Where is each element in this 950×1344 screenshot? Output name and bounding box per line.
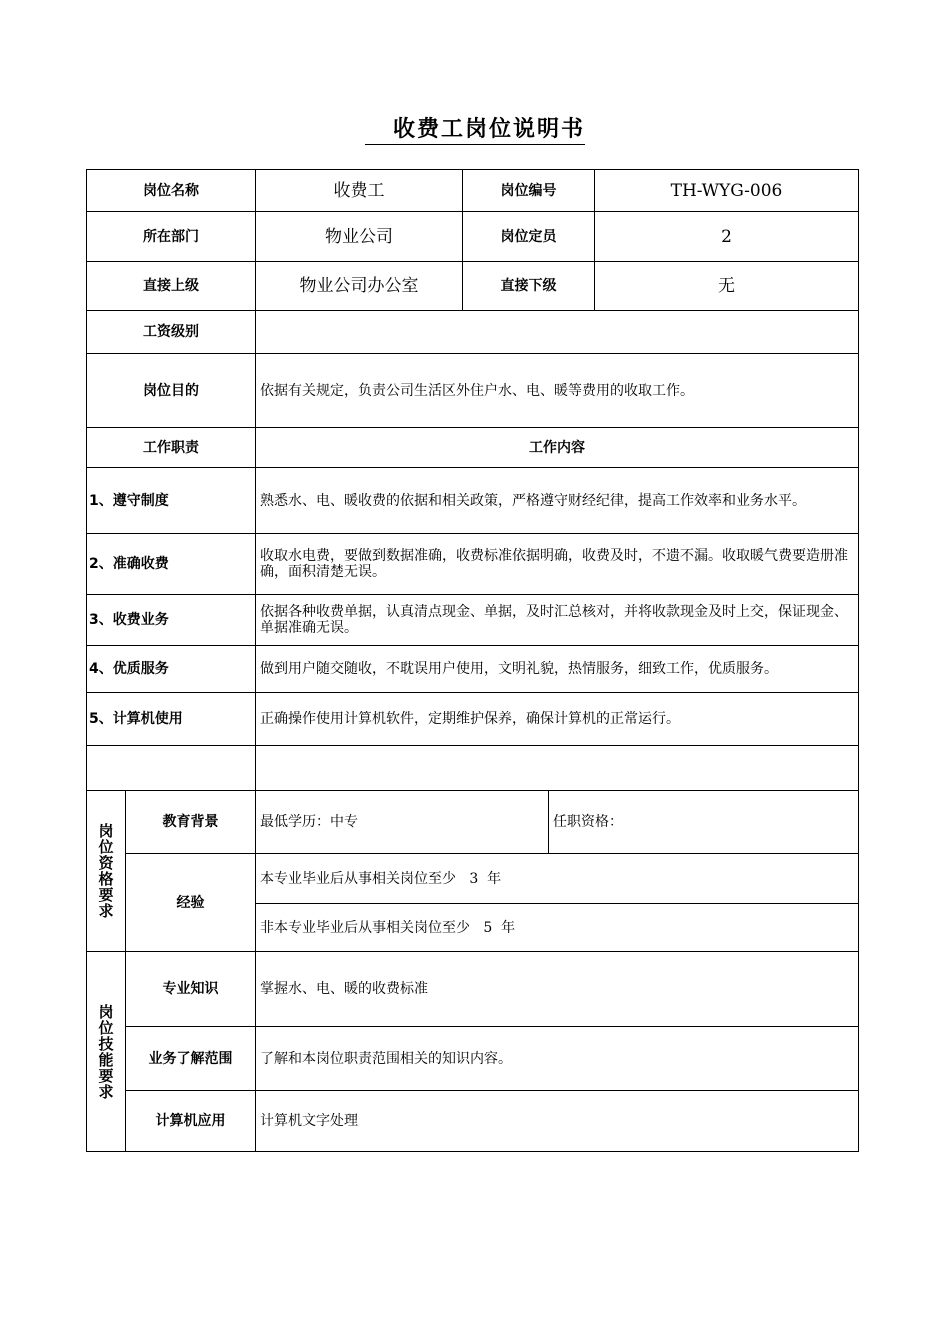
- duty-title: 4、优质服务: [87, 646, 256, 693]
- duty-content: 熟悉水、电、暖收费的依据和相关政策，严格遵守财经纪律，提高工作效率和业务水平。: [256, 468, 859, 534]
- department-value: 物业公司: [256, 212, 463, 262]
- business-label: 业务了解范围: [126, 1027, 256, 1091]
- duty-title: 5、计算机使用: [87, 693, 256, 746]
- position-name-value: 收费工: [256, 170, 463, 212]
- row-business: [87, 1027, 859, 1091]
- duty-title: 1、遵守制度: [87, 468, 256, 534]
- duty-content: 收取水电费，要做到数据准确，收费标准依据明确，收费及时，不遗不漏。收取暖气费要造册准确，面积清楚无误。: [256, 534, 859, 595]
- education-label: 教育背景: [126, 791, 256, 854]
- position-code-label: 岗位编号: [463, 170, 595, 212]
- position-name-label: 岗位名称: [87, 170, 256, 212]
- superior-value: 物业公司办公室: [256, 262, 463, 311]
- headcount-value: 2: [595, 212, 859, 262]
- experience-label: 经验: [126, 854, 256, 952]
- certification-value: 任职资格：: [549, 791, 859, 854]
- computer-label: 计算机应用: [126, 1091, 256, 1152]
- row-superior: [87, 262, 859, 311]
- duty-row: [87, 646, 859, 693]
- row-position-name: [87, 170, 859, 212]
- row-experience-same: [87, 854, 859, 904]
- duty-title: 2、准确收费: [87, 534, 256, 595]
- duty-content: 做到用户随交随收，不耽误用户使用，文明礼貌，热情服务，细致工作，优质服务。: [256, 646, 859, 693]
- experience-same-major: 本专业毕业后从事相关岗位至少 3 年: [256, 854, 859, 904]
- duty-row: [87, 595, 859, 646]
- page-title: 收费工岗位说明书: [0, 112, 950, 143]
- salary-grade-label: 工资级别: [87, 311, 256, 354]
- purpose-value: 依据有关规定，负责公司生活区外住户水、电、暖等费用的收取工作。: [256, 354, 859, 428]
- subordinate-label: 直接下级: [463, 262, 595, 311]
- row-purpose: [87, 354, 859, 428]
- business-value: 了解和本岗位职责范围相关的知识内容。: [256, 1027, 859, 1091]
- duty-row: [87, 534, 859, 595]
- row-knowledge: [87, 952, 859, 1027]
- job-description-table: [86, 169, 859, 1152]
- duty-content: 依据各种收费单据，认真清点现金、单据，及时汇总核对，并将收款现金及时上交，保证现金、单据准确无误。: [256, 595, 859, 646]
- duty-title: 3、收费业务: [87, 595, 256, 646]
- knowledge-value: 掌握水、电、暖的收费标准: [256, 952, 859, 1027]
- salary-grade-value: [256, 311, 859, 354]
- row-department: [87, 212, 859, 262]
- qualification-group-label: 岗位资格要求: [87, 791, 126, 952]
- empty-row: [87, 746, 859, 791]
- purpose-label: 岗位目的: [87, 354, 256, 428]
- duty-row: [87, 693, 859, 746]
- education-value: 最低学历：中专: [256, 791, 549, 854]
- subordinate-value: 无: [595, 262, 859, 311]
- duties-header-right: 工作内容: [256, 428, 859, 468]
- row-salary-grade: [87, 311, 859, 354]
- duties-header-left: 工作职责: [87, 428, 256, 468]
- skills-group-label: 岗位技能要求: [87, 952, 126, 1152]
- duty-content: 正确操作使用计算机软件，定期维护保养，确保计算机的正常运行。: [256, 693, 859, 746]
- superior-label: 直接上级: [87, 262, 256, 311]
- duty-row: [87, 468, 859, 534]
- position-code-value: TH-WYG-006: [595, 170, 859, 212]
- headcount-label: 岗位定员: [463, 212, 595, 262]
- department-label: 所在部门: [87, 212, 256, 262]
- row-computer: [87, 1091, 859, 1152]
- row-education: [87, 791, 859, 854]
- computer-value: 计算机文字处理: [256, 1091, 859, 1152]
- experience-other-major: 非本专业毕业后从事相关岗位至少 5 年: [256, 904, 859, 952]
- knowledge-label: 专业知识: [126, 952, 256, 1027]
- row-duties-header: [87, 428, 859, 468]
